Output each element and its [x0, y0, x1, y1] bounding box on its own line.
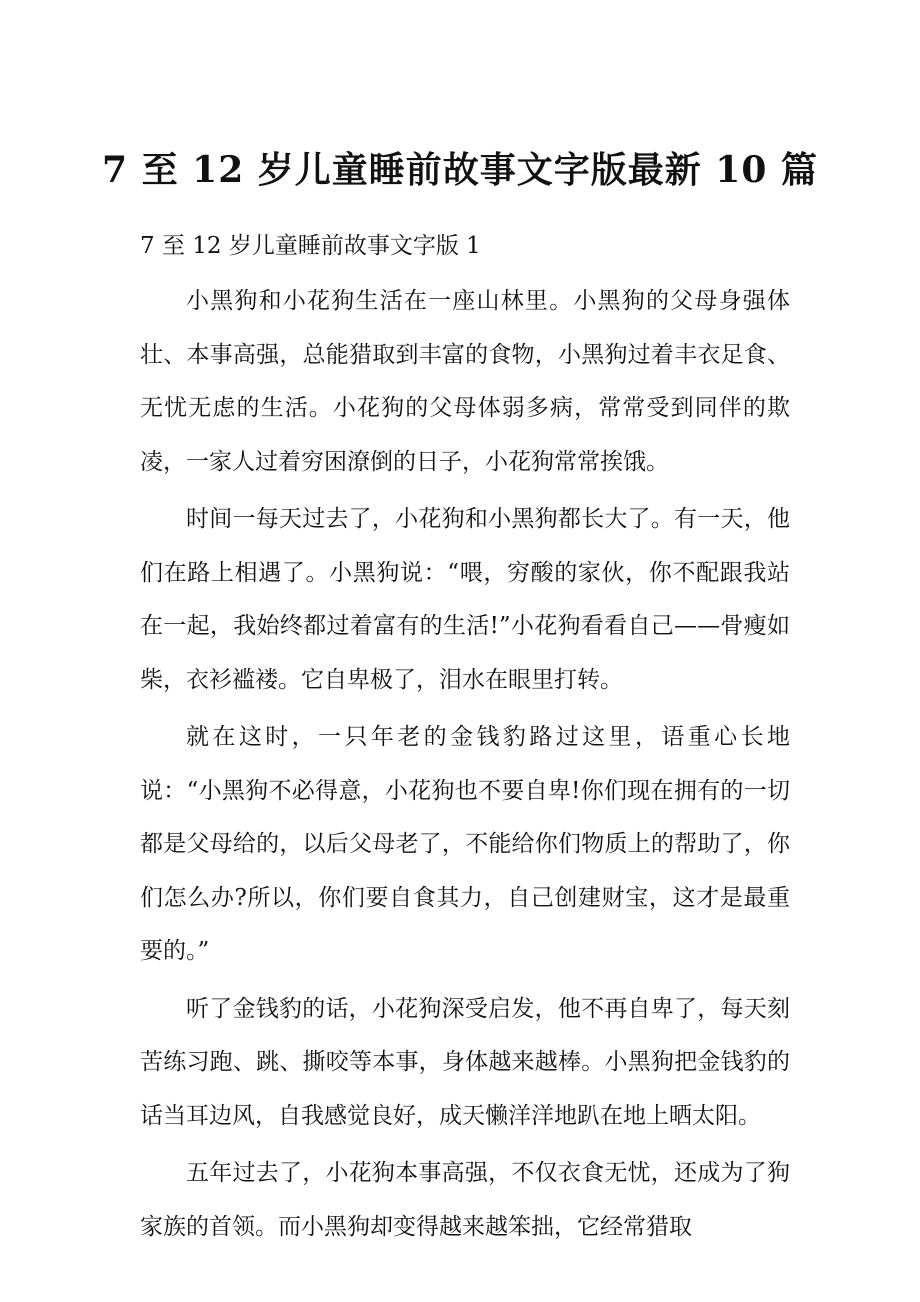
paragraph: 听了金钱豹的话，小花狗深受启发，他不再自卑了，每天刻苦练习跑、跳、撕咬等本事，身体越来越棒。小黑狗把金钱豹的话当耳边风，自我感觉良好，成天懒洋洋地趴在地上晒太阳。 — [140, 995, 790, 1129]
document-body — [140, 275, 790, 1258]
document-title: 7 至 12 岁儿童睡前故事文字版最新 10 篇 — [102, 149, 818, 191]
paragraph: 就在这时，一只年老的金钱豹路过这里，语重心长地说：“小黑狗不必得意，小花狗也不要自卑!你们现在拥有的一切都是父母给的，以后父母老了，不能给你们物质上的帮助了，你们怎么办?所以，你们要自食其力，自己创建财宝，这才是最重要的。” — [140, 724, 790, 964]
paragraph: 时间一每天过去了，小花狗和小黑狗都长大了。有一天，他们在路上相遇了。小黑狗说：“喂，穷酸的家伙，你不配跟我站在一起，我始终都过着富有的生活!”小花狗看看自己——骨瘦如柴，衣衫褴褛。它自卑极了，泪水在眼里打转。 — [140, 506, 790, 693]
section-heading: 7 至 12 岁儿童睡前故事文字版 1 — [140, 233, 481, 259]
paragraph: 小黑狗和小花狗生活在一座山林里。小黑狗的父母身强体壮、本事高强，总能猎取到丰富的食物，小黑狗过着丰衣足食、无忧无虑的生活。小花狗的父母体弱多病，常常受到同伴的欺凌，一家人过着穷困潦倒的日子，小花狗常常挨饿。 — [140, 288, 790, 475]
paragraph: 五年过去了，小花狗本事高强，不仅衣食无忧，还成为了狗家族的首领。而小黑狗却变得越来越笨拙，它经常猎取 — [140, 1160, 790, 1240]
